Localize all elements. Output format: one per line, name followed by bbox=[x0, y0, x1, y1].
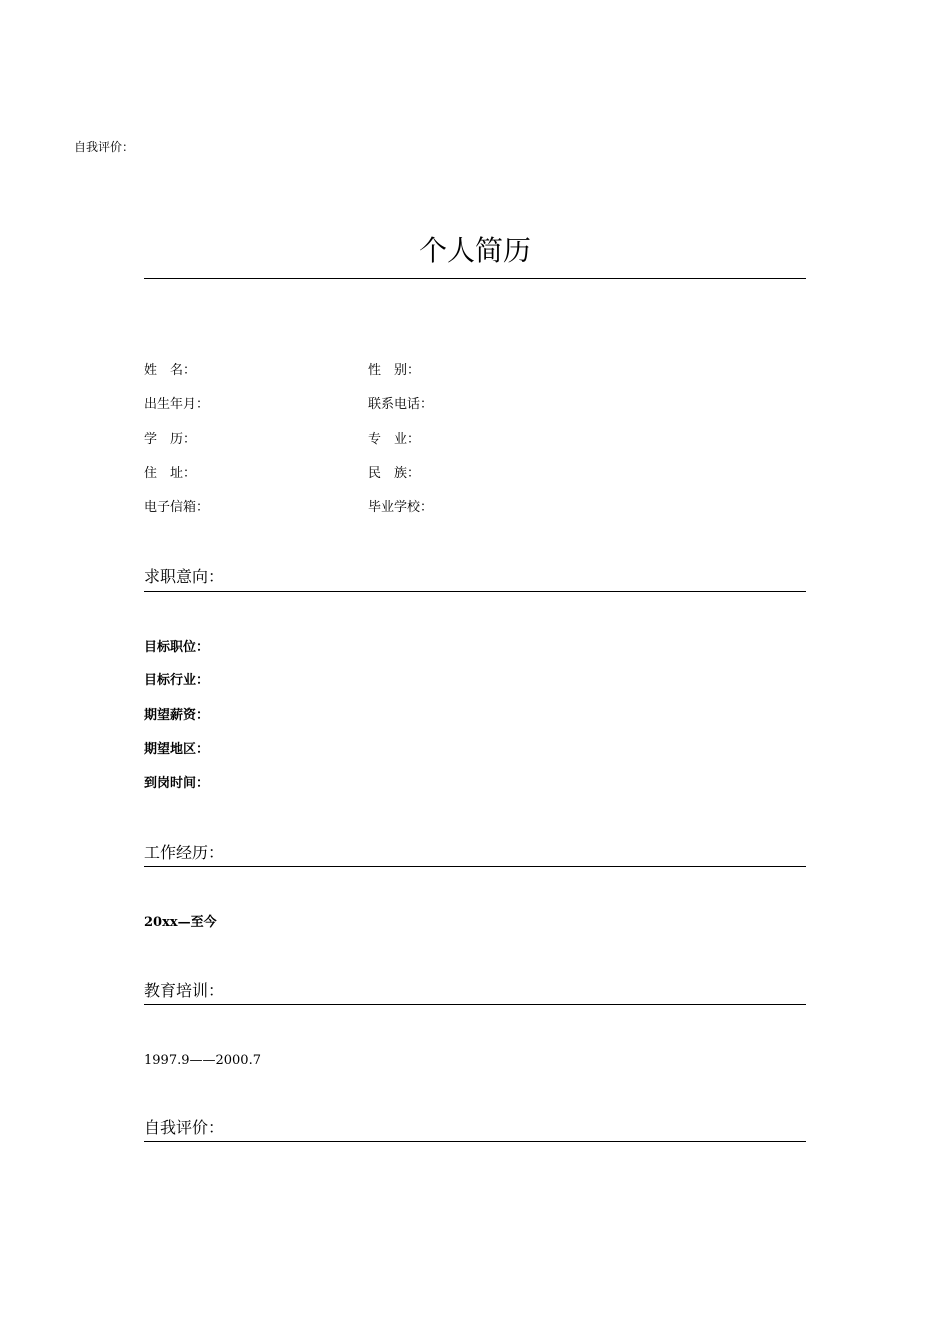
education-heading: 教育培训： bbox=[144, 981, 225, 1000]
education-divider bbox=[144, 1004, 806, 1005]
resume-title: 个人简历 bbox=[418, 234, 531, 267]
email-label: 电子信箱： bbox=[144, 500, 210, 515]
education-period: 1997.9——2000.7 bbox=[144, 1053, 261, 1068]
expected-salary-label: 期望薪资： bbox=[144, 708, 210, 723]
phone-label: 联系电话： bbox=[368, 397, 434, 412]
page-header-note: 自我评价： bbox=[74, 140, 135, 154]
expected-region-label: 期望地区： bbox=[144, 742, 210, 757]
work-period: 20xx—至今 bbox=[144, 915, 217, 930]
birth-date-label: 出生年月： bbox=[144, 397, 210, 412]
gender-label: 性 别： bbox=[368, 363, 421, 378]
address-label: 住 址： bbox=[144, 466, 197, 481]
work-experience-heading: 工作经历： bbox=[144, 843, 225, 862]
title-divider bbox=[144, 278, 806, 279]
self-evaluation-divider bbox=[144, 1141, 806, 1142]
self-evaluation-heading: 自我评价： bbox=[144, 1118, 225, 1137]
job-intention-heading: 求职意向： bbox=[144, 567, 225, 586]
name-label: 姓 名： bbox=[144, 363, 197, 378]
major-label: 专 业： bbox=[368, 432, 421, 447]
target-position-label: 目标职位： bbox=[144, 640, 210, 655]
start-date-label: 到岗时间： bbox=[144, 776, 210, 791]
ethnicity-label: 民 族： bbox=[368, 466, 421, 481]
school-label: 毕业学校： bbox=[368, 500, 434, 515]
work-experience-divider bbox=[144, 866, 806, 867]
education-level-label: 学 历： bbox=[144, 432, 197, 447]
job-intention-divider bbox=[144, 591, 806, 592]
target-industry-label: 目标行业： bbox=[144, 673, 210, 688]
